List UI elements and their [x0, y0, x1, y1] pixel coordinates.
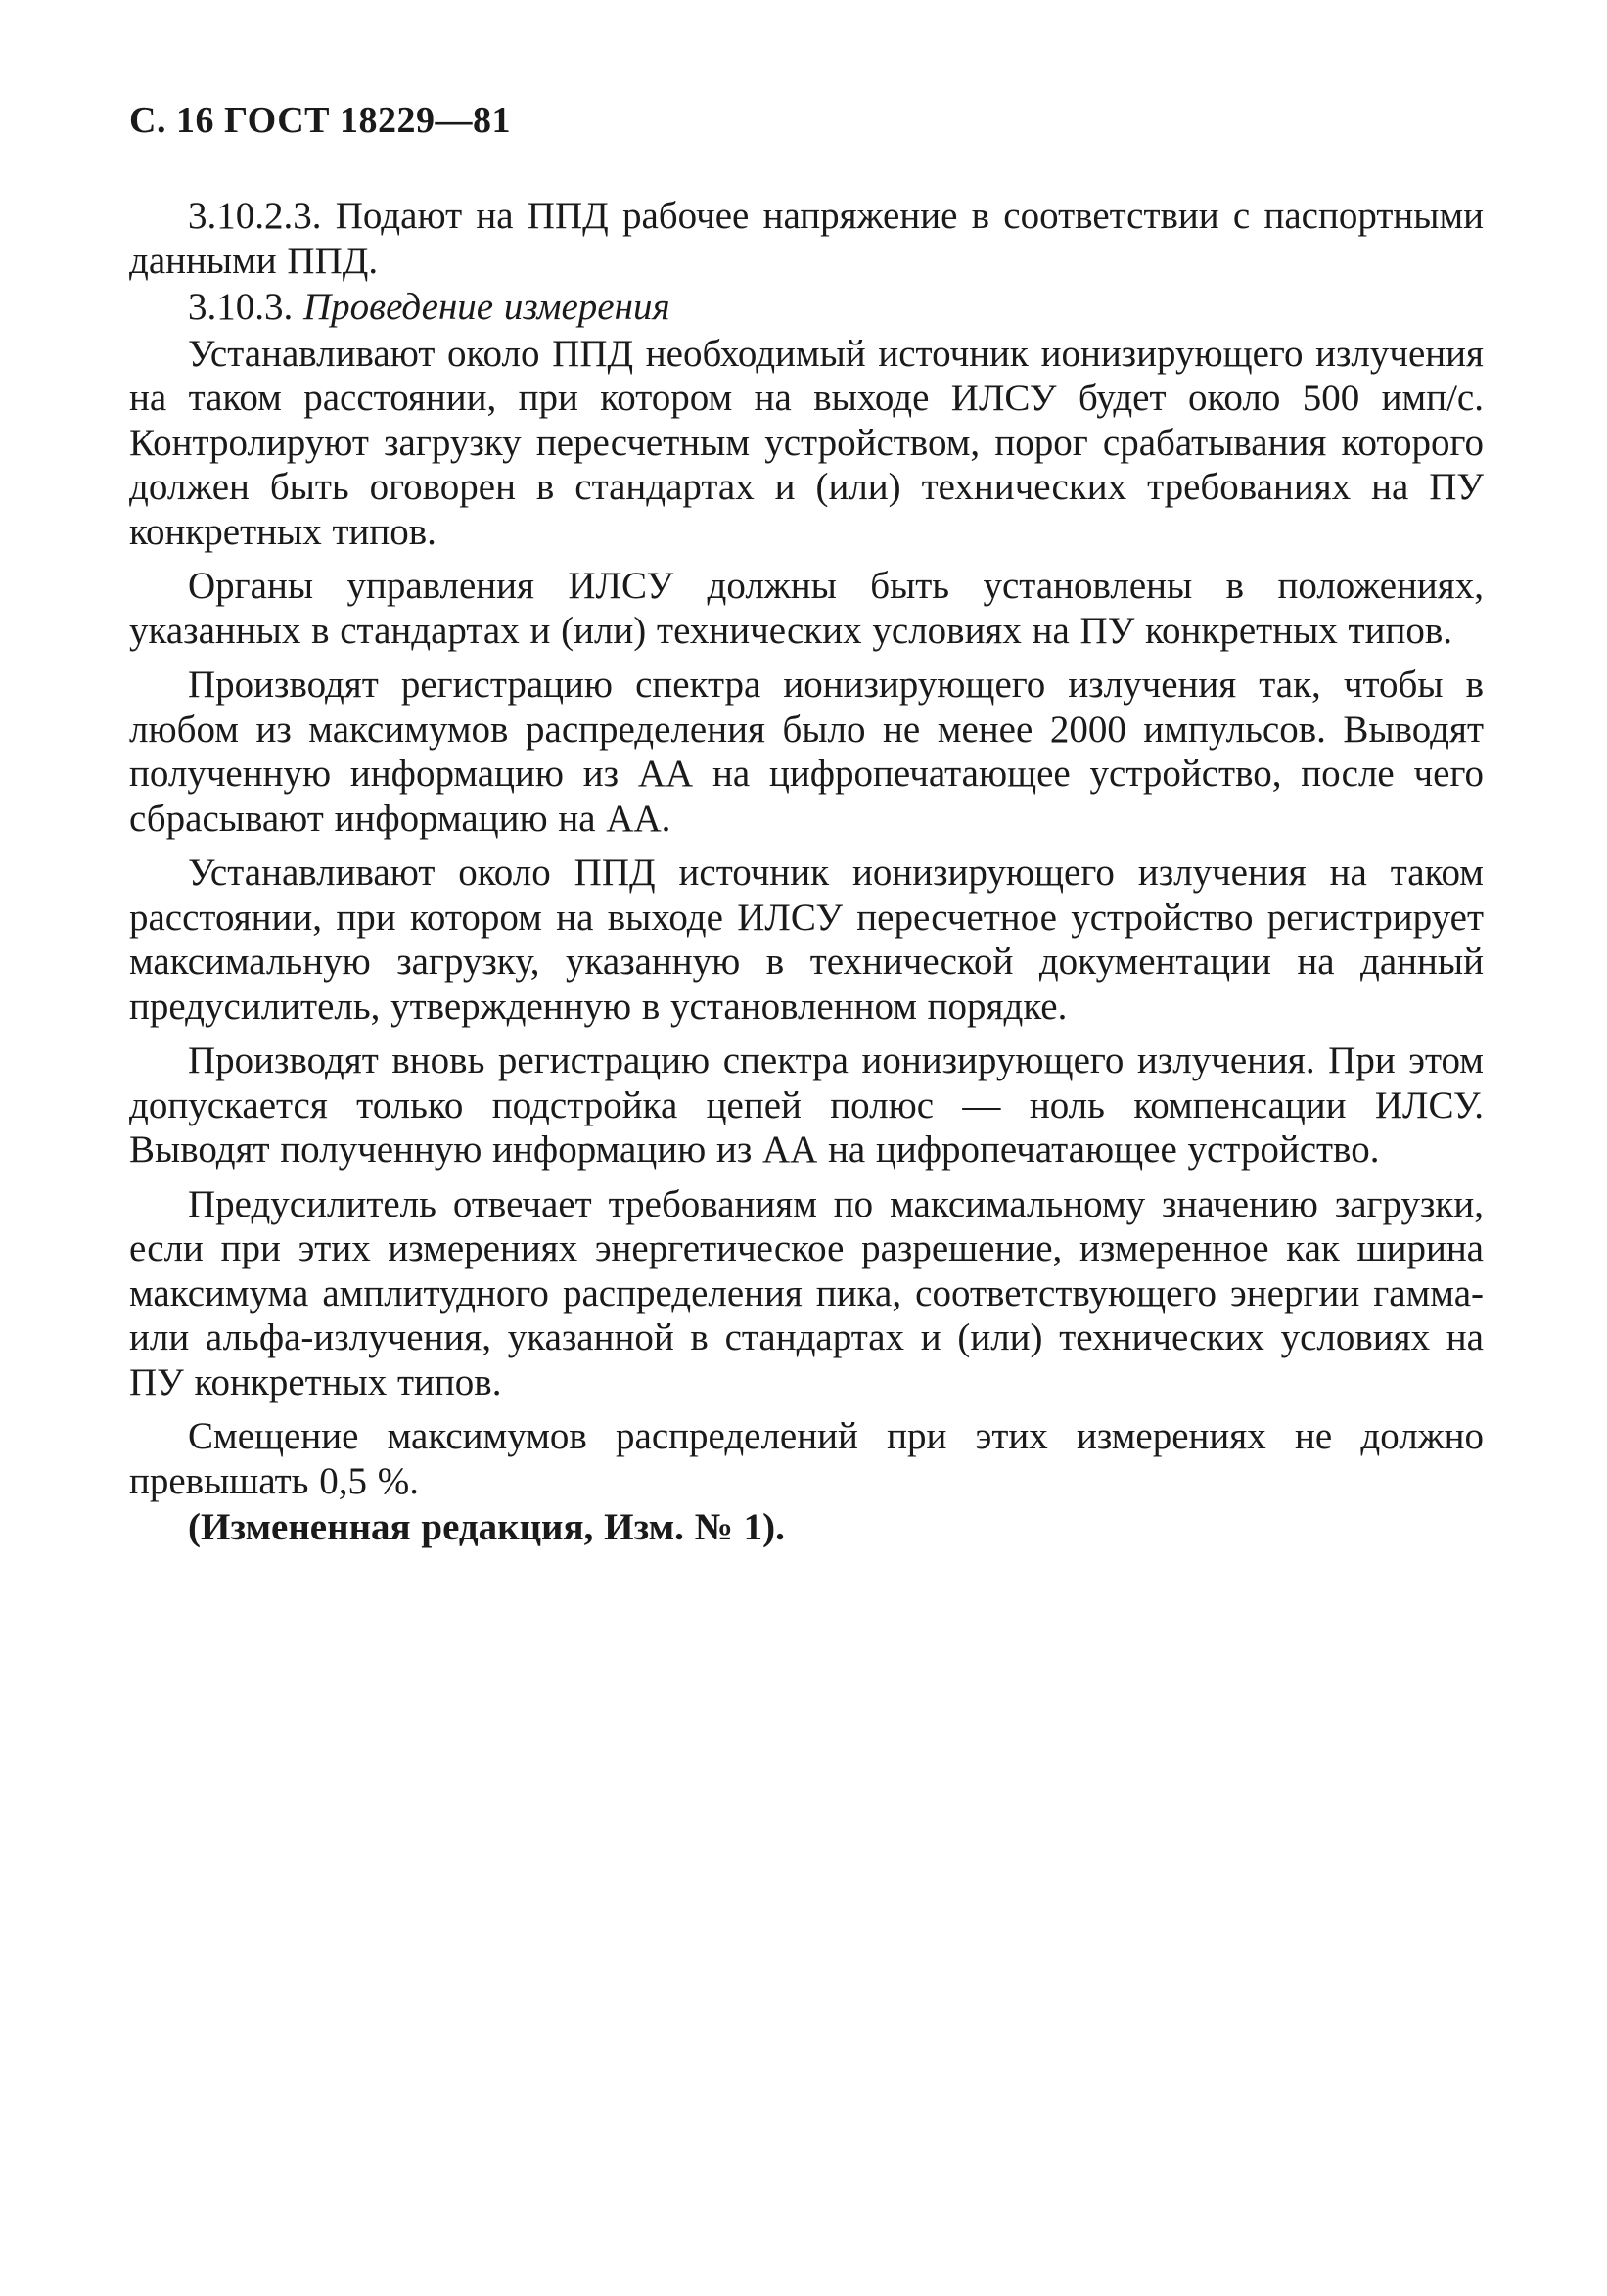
section-title: Проведение измерения — [303, 286, 670, 328]
page-header: С. 16 ГОСТ 18229—81 — [129, 100, 511, 141]
paragraph-text: Устанавливают около ППД источник ионизирующего излучения на таком расстоянии, при котором на выходе ИЛСУ пересчетное устройство регистрирует максимальную загрузку, указанную в технической документации на данный предусилитель, утвержденную в установленном порядке. — [129, 851, 1484, 1028]
paragraph-text: Производят вновь регистрацию спектра ионизирующего излучения. При этом допускается только подстройка цепей полюс — ноль компенсации ИЛСУ. Выводят полученную информацию из АА на цифропечатающее устройство. — [129, 1039, 1484, 1171]
clause-number: 3.10.2.3. — [188, 195, 322, 237]
paragraph-text: Подают на ППД рабочее напряжение в соответствии с паспортными данными ППД. — [129, 195, 1485, 282]
paragraph-3-10-2-3 — [129, 194, 1484, 283]
clause-number: 3.10.3. — [188, 286, 294, 328]
document-page — [129, 98, 1484, 1560]
paragraph-text: Устанавливают около ППД необходимый источник ионизирующего излучения на таком расстоянии, при котором на выходе ИЛСУ будет около 500 имп/с. Контролируют загрузку пересчетным устройством, порог срабатывания которого должен быть оговорен в стандартах и (или) технических требованиях на ПУ конкретных типов. — [129, 332, 1484, 553]
paragraph-text: Смещение максимумов распределений при этих измерениях не должно превышать 0,5 %. — [129, 1415, 1484, 1502]
paragraph-text: Производят регистрацию спектра ионизирующего излучения так, чтобы в любом из максимумов распределения было не менее 2000 импульсов. Выводят полученную информацию из АА на цифропечатающее устройство, после чего сбрасывают информацию на АА. — [129, 664, 1484, 840]
paragraph-3-10-3 — [129, 285, 1484, 330]
paragraph-text: Предусилитель отвечает требованиям по максимальному значению загрузки, если при этих измерениях энергетическое разрешение, измеренное как ширина максимума амплитудного распределения пика, соответствующего энергии гамма- или альфа-излучения, указанной в стандартах и (или) технических условиях на ПУ конкретных типов. — [129, 1182, 1484, 1403]
paragraph-text: Органы управления ИЛСУ должны быть установлены в положениях, указанных в стандартах и (или) технических условиях на ПУ конкретных типов. — [129, 565, 1484, 652]
amendment-note: (Измененная редакция, Изм. № 1). — [188, 1506, 785, 1548]
